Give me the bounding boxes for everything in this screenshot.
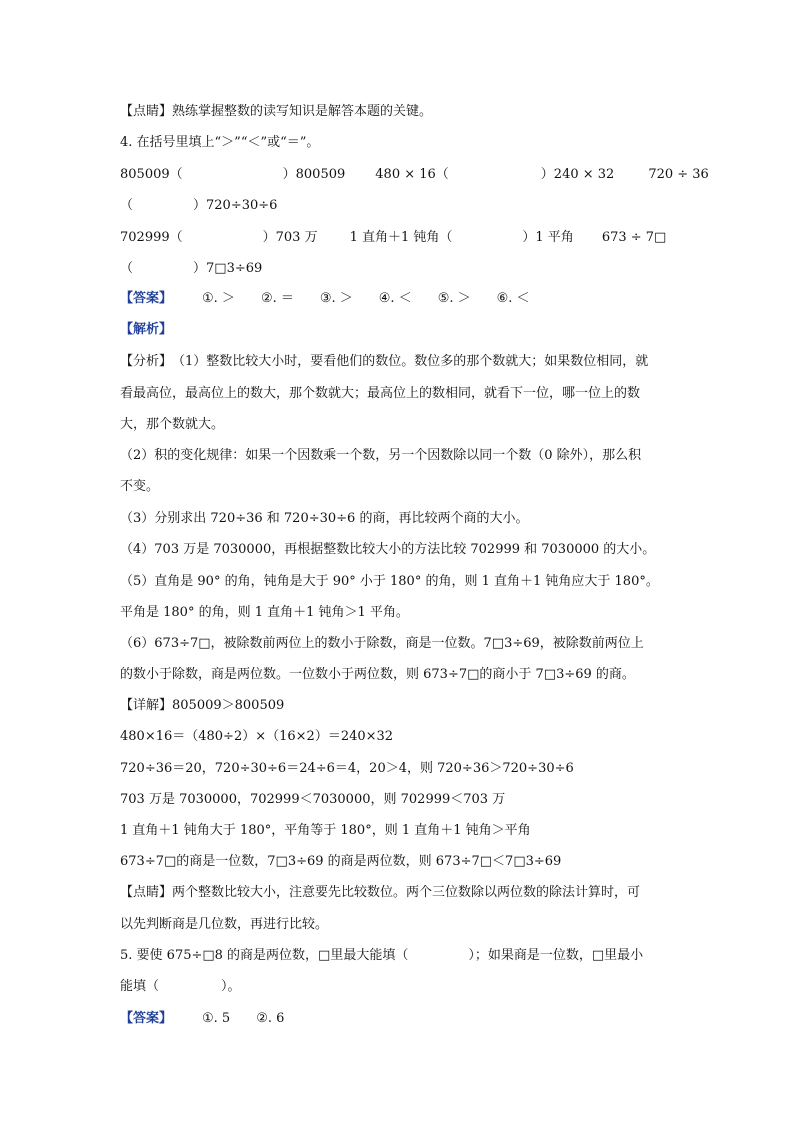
analysis-tag: 【分析】 [120,354,173,369]
analysis-line: （3）分别求出 720÷36 和 720÷30÷6 的商，再比较两个商的大小。 [120,511,529,526]
detail-tag: 【详解】 [120,698,173,713]
tip-line: 【点睛】两个整数比较大小，注意要先比较数位。两个三位数除以两位数的除法计算时，可 [120,885,641,900]
answer-item: ④. ＜ [378,291,412,306]
detail-line: 1 直角＋1 钝角大于 180°，平角等于 180°，则 1 直角＋1 钝角＞平角 [120,823,531,838]
question-4-row-3 [120,229,680,247]
q4-text: 1 直角＋1 钝角（ [349,230,453,245]
question-4-row-4 [120,260,680,278]
q4-text: ）720÷30÷6 [193,198,278,213]
answer-item: ⑤. ＞ [437,291,471,306]
q4-text: （ [120,198,134,213]
q5-text: ）；如果商是一位数，□里最小 [468,948,644,963]
analysis-line: （4）703 万是 7030000，再根据整数比较大小的方法比较 702999 和 7030000 的大小。 [120,542,656,557]
answer-item: ①. 5 [202,1011,231,1026]
q5-text: 5. 要使 675÷□8 的商是两位数，□里最大能填（ [120,948,409,963]
answer-item: ③. ＞ [319,291,353,306]
q4-text: 702999（ [120,230,183,245]
answer-item: ①. ＞ [202,291,235,306]
analysis-line [120,353,680,371]
q4-text: 805009（ [120,167,183,182]
question-4-row-2 [120,197,680,215]
question-5-line [120,947,680,965]
q4-text: ）703 万 [262,230,318,245]
detail-line: 673÷7□的商是一位数，7□3÷69 的商是两位数，则 673÷7□＜7□3÷69 [120,854,562,869]
q4-text: ）7□3÷69 [193,261,263,276]
analysis-line: 平角是 180° 的角，则 1 直角＋1 钝角＞1 平角。 [120,605,409,620]
detail-line [120,697,680,715]
answer-tag: 【答案】 [120,291,173,306]
q5-text: 能填（ [120,979,160,994]
detail-line: 480×16＝（480÷2）×（16×2）＝240×32 [120,729,394,744]
detail-line: 720÷36＝20，720÷30÷6＝24÷6＝4，20＞4，则 720÷36＞720÷30÷6 [120,761,574,776]
q4-text: （ [120,261,134,276]
analysis-heading: 【解析】 [120,322,173,337]
analysis-line: （5）直角是 90° 的角，钝角是大于 90° 小于 180° 的角，则 1 直角＋1 钝角应大于 180°。 [120,574,659,589]
answer-row-q4 [120,290,680,308]
question-4-row-1 [120,166,709,184]
analysis-line: 不变。 [120,479,160,494]
q4-text: ）800509 [282,167,346,182]
analysis-line: （2）积的变化规律：如果一个因数乘一个数，另一个因数除以同一个数（0 除外），那么积 [120,448,642,463]
answer-tag: 【答案】 [120,1011,173,1026]
q4-text: ）1 平角 [522,230,574,245]
q4-text: 673 ÷ 7□ [601,230,667,245]
tip-line: 【点睛】熟练掌握整数的读写知识是解答本题的关键。 [120,104,433,119]
q4-text: 720 ÷ 36 [648,167,709,182]
detail-text: 805009＞800509 [172,698,285,713]
detail-line: 703 万是 7030000，702999＜7030000，则 702999＜703 万 [120,792,506,807]
analysis-line: 大，那个数就大。 [120,417,225,432]
question-5-line [120,978,680,996]
answer-row-q5 [120,1010,680,1028]
answer-item: ②. 6 [256,1011,285,1026]
analysis-line: 的数小于除数，商是两位数。一位数小于两位数，则 673÷7□的商小于 7□3÷69 的商。 [120,667,635,682]
q4-text: ）240 × 32 [540,167,615,182]
analysis-text: （1）整数比较大小时，要看他们的数位。数位多的那个数就大；如果数位相同，就 [172,354,649,369]
q5-text: ）。 [221,979,241,994]
answer-item: ②. ＝ [260,291,294,306]
analysis-line: （6）673÷7□，被除数前两位上的数小于除数，商是一位数。7□3÷69，被除数前两位上 [120,636,644,651]
answer-item: ⑥. ＜ [496,291,530,306]
tip-line: 以先判断商是几位数，再进行比较。 [120,917,329,932]
q4-text: 480 × 16（ [375,167,449,182]
analysis-line: 看最高位，最高位上的数大，那个数就大；最高位上的数相同，就看下一位，哪一位上的数 [120,386,641,401]
question-4-title: 4. 在括号里填上“＞”“＜”或“＝”。 [120,135,320,150]
